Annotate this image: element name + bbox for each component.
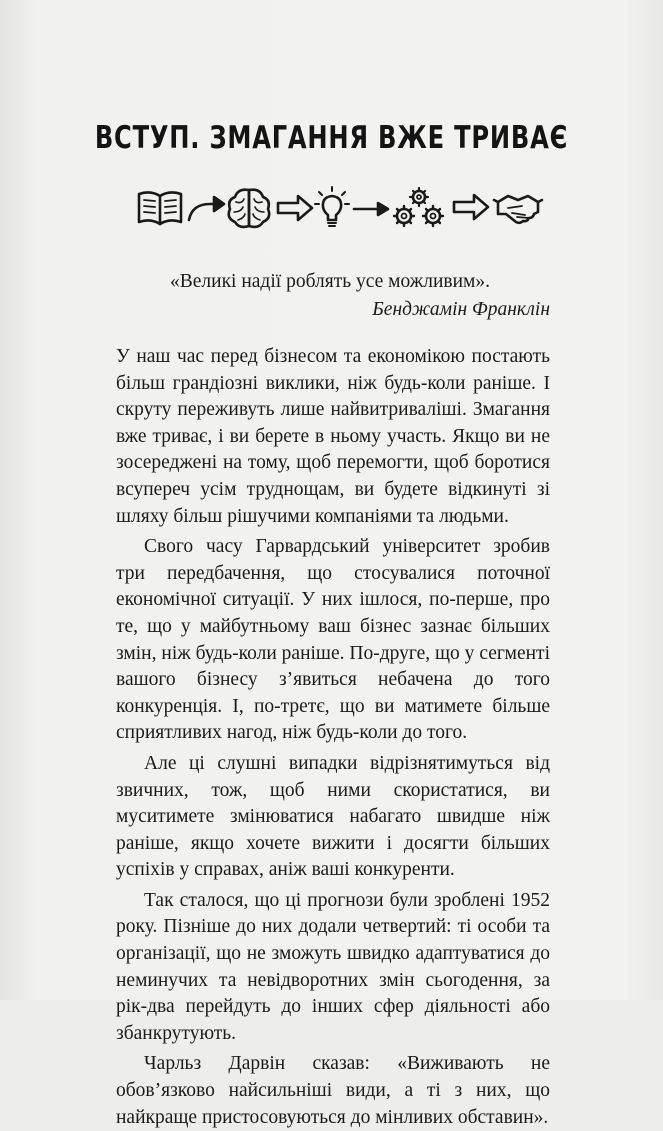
gears-icon (394, 188, 443, 226)
line-arrow-icon (354, 203, 388, 215)
lightbulb-icon (315, 187, 349, 226)
process-icons-svg (136, 182, 551, 234)
curved-arrow-icon (189, 197, 224, 220)
epigraph-text: «Великі надії роблять усе можливим». (170, 271, 491, 292)
paragraph: Чарльз Дарвін сказав: «Виживають не обов’язково найсильніші види, а ті з них, що найкраще пристосовуються до мінливих обставин». (116, 1053, 550, 1128)
paragraph: У наш час перед бізнесом та економікою постають більш грандіозні виклики, ніж будь-коли раніше. І скруту переживуть лише найвитриваліші. Змагання вже триває, і ви берете в ньому участь. Якщо ви не зосереджені на тому, щоб перемогти, щоб боротися всупереч усім труднощам, ви будете відкинуті зі шляху більш рішучими компаніями та людьми. (116, 346, 550, 527)
paragraph: Так сталося, що ці прогнози були зроблені 1952 року. Пізніше до них додали четвертий: ті особи та організації, що не зможуть швидко адаптуватися до неминучих та невідворотних змін сьогодення, за рік-два перейдуть до інших сфер діяльності або збанкрутують. (116, 889, 550, 1044)
arrow-right-icon (278, 196, 312, 220)
paragraph: Але ці слушні випадки відрізнятимуться від звичних, тож, щоб ними скористатися, ви муситимете змінюватися набагато швидше ніж раніше, якщо хочете вижити і досягти більших успіхів у справах, аніж ваші конкуренти. (116, 752, 550, 881)
chapter-title: ВСТУП. ЗМАГАННЯ ВЖЕ ТРИВАЄ (94, 120, 569, 156)
chapter-body (116, 344, 550, 1131)
epigraph (170, 268, 550, 324)
process-icon-row (136, 182, 551, 234)
open-book-icon (139, 192, 181, 224)
paragraph: Свого часу Гарвардський університет зробив три передбачення, що стосувалися поточної економічної ситуації. У них ішлося, по-перше, про те, що у майбутньому ваш бізнес зазнає більших змін, ніж будь-коли раніше. По-друге, що у сегменті вашого бізнесу з’явиться небачена до того конкуренція. І, по-третє, що ви матимете більше сприятливих нагод, ніж будь-коли до того. (116, 536, 550, 744)
handshake-icon (494, 196, 542, 223)
epigraph-author: Бенджамін Франклін (372, 299, 550, 320)
arrow-right-icon (454, 195, 488, 219)
brain-icon (229, 190, 269, 227)
